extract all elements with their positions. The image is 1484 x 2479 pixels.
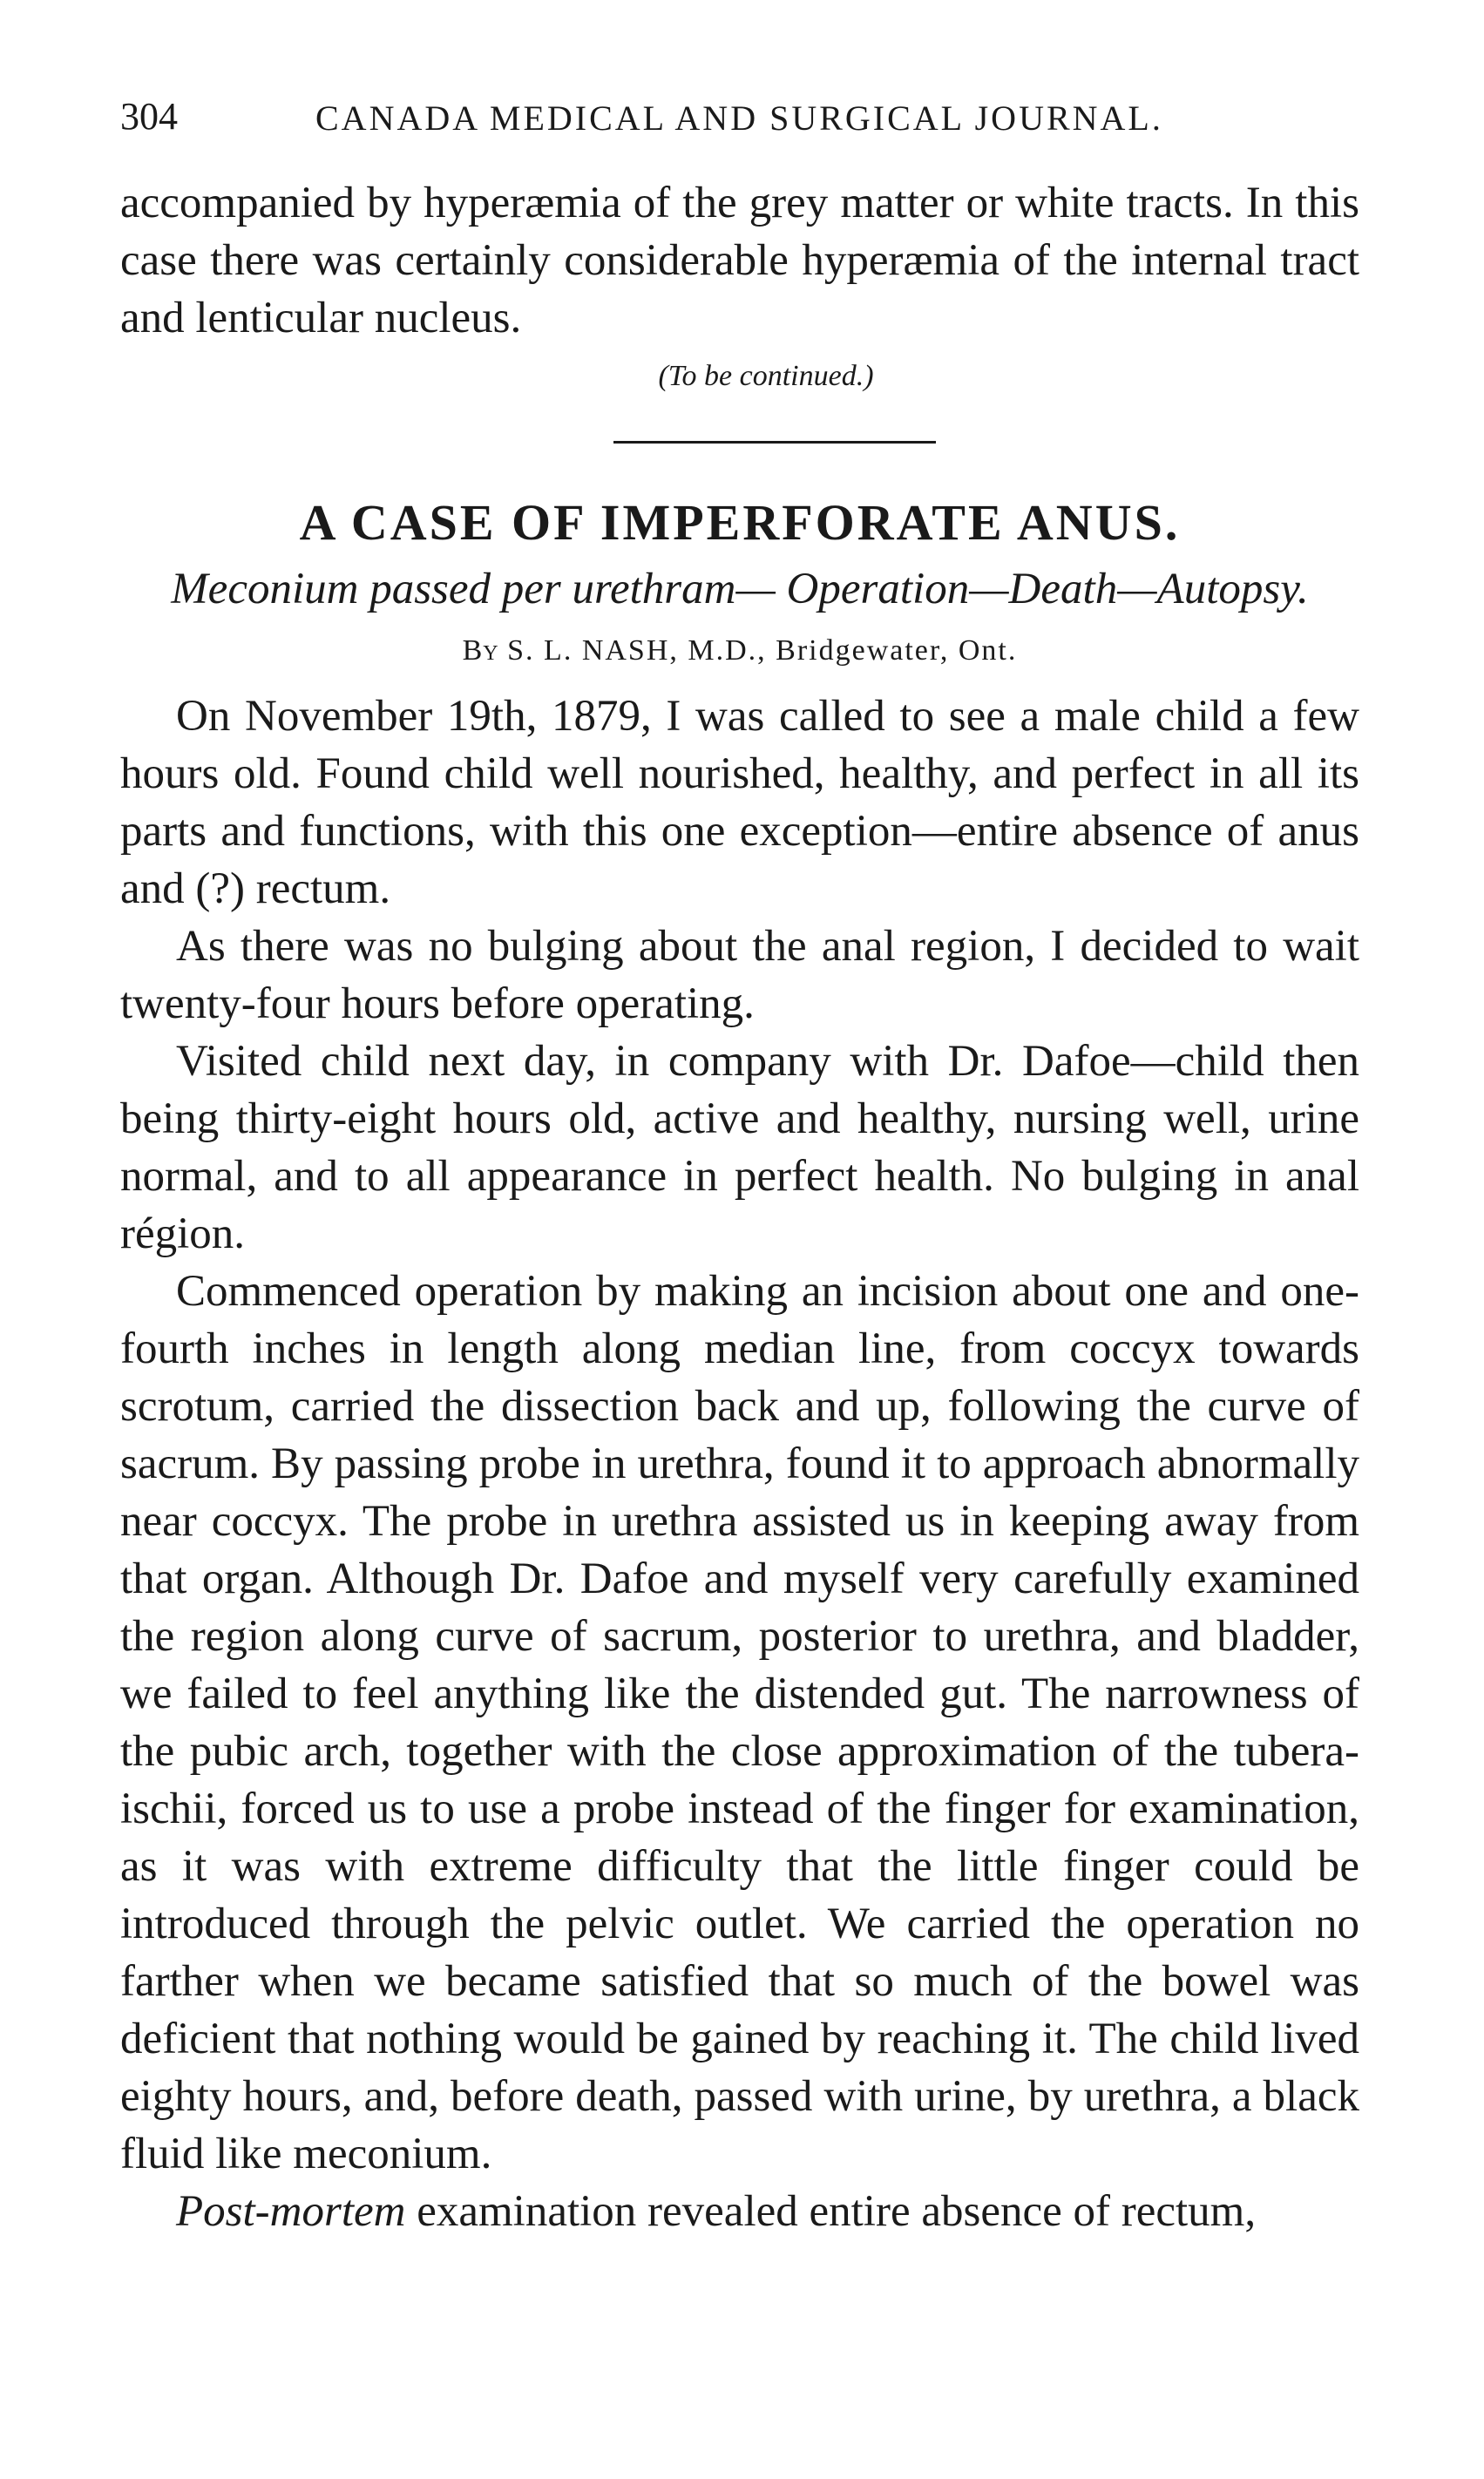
article-paragraph: On November 19th, 1879, I was called to see a male child a few hours old. Found child well nourished, healthy, and perfect in all its parts and functions, with this one exception—entire absence of anus and (?) rectum. — [120, 692, 1359, 913]
byline-prefix: By — [462, 634, 499, 667]
article-subtitle: Meconium passed per urethram— Operation—Death—Autopsy. — [171, 565, 1309, 613]
last-paragraph-text: examination revealed entire absence of rectum, — [417, 2187, 1257, 2236]
article-byline — [120, 630, 1359, 672]
article-paragraph-last — [120, 2183, 1359, 2240]
previous-article-closing-paragraph: accompanied by hyperæmia of the grey matter or white tracts. In this case there was certainly considerable hyperæmia of the internal tract and lenticular nucleus. — [120, 179, 1359, 342]
article-paragraph: As there was no bulging about the anal region, I decided to wait twenty-four hours before operating. — [120, 922, 1359, 1028]
continued-note: (To be continued.) — [658, 360, 874, 392]
running-head — [120, 94, 1359, 146]
journal-title: CANADA MEDICAL AND SURGICAL JOURNAL. — [315, 98, 1163, 138]
journal-page — [120, 94, 1359, 2240]
post-mortem-lead: Post-mortem — [176, 2187, 406, 2236]
article-paragraph: Visited child next day, in company with Dr. Dafoe—child then being thirty-eight hours old, active and healthy, nursing well, urine normal, and to all appearance in perfect health. No bulging in anal région. — [120, 1037, 1359, 1258]
article-title: A CASE OF IMPERFORATE ANUS. — [299, 494, 1181, 551]
section-divider — [613, 441, 936, 444]
article-paragraph: Commenced operation by making an incision about one and one-fourth inches in length along median line, from coccyx towards scrotum, carried the dissection back and up, following the curve of sacrum. By passing probe in urethra, found it to approach abnormally near coccyx. The probe in urethra assisted us in keeping away from that organ. Although Dr. Dafoe and myself very carefully examined the region along curve of sacrum, posterior to urethra, and bladder, we failed to feel anything like the distended gut. The narrowness of the pubic arch, together with the close approximation of the tubera-ischii, forced us to use a probe instead of the finger for examination, as it was with extreme difficulty that the little finger could be introduced through the pelvic outlet. We carried the operation no farther when we became satisfied that so much of the bowel was deficient that nothing would be gained by reaching it. The child lived eighty hours, and, before death, passed with urine, by urethra, a black fluid like meconium. — [120, 1267, 1359, 2178]
page-number: 304 — [120, 95, 178, 138]
byline-author: S. L. NASH, M.D., Bridgewater, Ont. — [507, 634, 1018, 667]
